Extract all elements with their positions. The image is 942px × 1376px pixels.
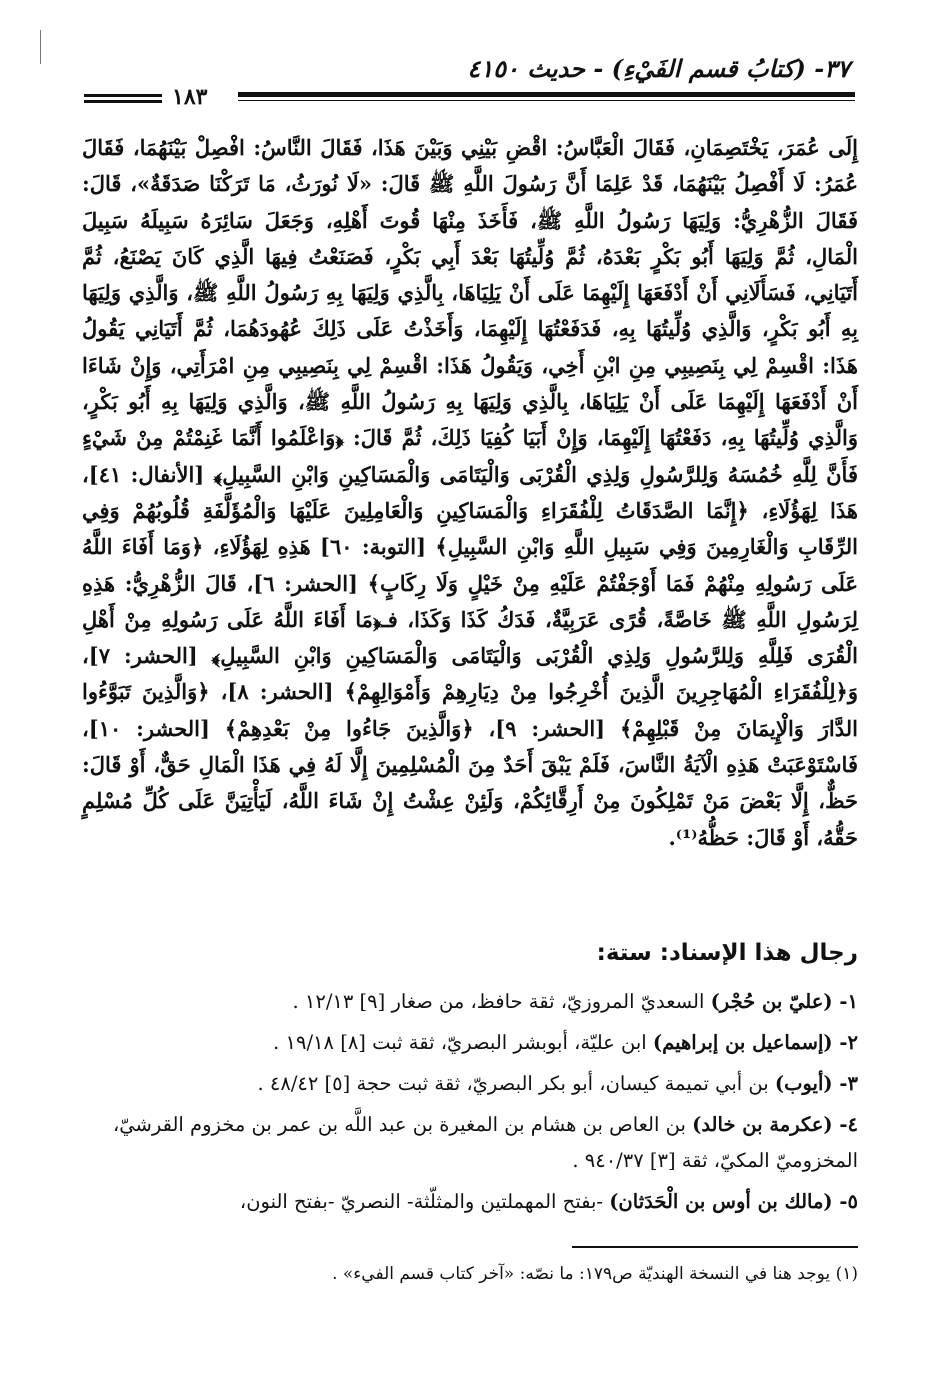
narrator-item xyxy=(82,1066,858,1102)
narrator-item xyxy=(82,1025,858,1061)
narrator-item xyxy=(82,984,858,1020)
header-rule-thick xyxy=(238,92,855,97)
footnote: (١) يوجد هنا في النسخة الهنديّة ص١٧٩: ما نصّه: «آخر كتاب قسم الفيء» . xyxy=(332,1264,858,1284)
hadith-paragraph: إِلَى عُمَرَ، يَخْتَصِمَانِ، فَقَالَ الْعَبَّاسُ: اقْضِ بَيْنِي وَبَيْنَ هَذَا، فَقَالَ النَّاسُ: افْصِلْ بَيْنَهُمَا، فَقَالَ عُمَرُ: لَا أَفْصِلُ بَيْنَهُمَا، قَدْ عَلِمَا أَنَّ رَسُولَ اللَّهِ ﷺ قَالَ: «لَا نُورَثُ، مَا تَرَكْنَا صَدَقَةٌ»، قَالَ: فَقَالَ الزُّهْرِيُّ: وَلِيَهَا رَسُولُ اللَّهِ ﷺ، فَأَخَذَ مِنْهَا قُوتَ أَهْلِهِ، وَجَعَلَ سَائِرَهُ سَبِيلَهُ سَبِيلَ الْمَالِ، ثُمَّ وَلِيَهَا أَبُو بَكْرٍ بَعْدَهُ، ثُمَّ وُلِّيتُهَا بَعْدَ أَبِي بَكْرٍ، فَصَنَعْتُ فِيهَا الَّذِي كَانَ يَصْنَعُ، ثُمَّ أَتَيَانِي، فَسَأَلَانِي أَنْ أَدْفَعَهَا إِلَيْهِمَا عَلَى أَنْ يَلِيَاهَا، بِالَّذِي وَلِيَهَا بِهِ رَسُولُ اللَّهِ ﷺ، وَالَّذِي وَلِيَهَا بِهِ أَبُو بَكْرٍ، وَالَّذِي وُلِّيتُهَا بِهِ، فَدَفَعْتُهَا إِلَيْهِمَا، وَأَخَذْتُ عَلَى ذَلِكَ عُهُودَهُمَا، ثُمَّ أَتَيَانِي يَقُولُ هَذَا: اقْسِمْ لِي بِنَصِيبِي مِنِ ابْنِ أَخِي، وَيَقُولُ هَذَا: اقْسِمْ لِي بِنَصِيبِي مِنِ امْرَأَتِي، وَإِنْ شَاءَا أَنْ أَدْفَعَهَا إِلَيْهِمَا عَلَى أَنْ يَلِيَاهَا، بِالَّذِي وَلِيَهَا بِهِ رَسُولُ اللَّهِ ﷺ، وَالَّذِي وَلِيَهَا بِهِ أَبُو بَكْرٍ، وَالَّذِي وُلِّيتُهَا بِهِ، دَفَعْتُهَا إِلَيْهِمَا، وَإِنْ أَبَيَا كُفِيَا ذَلِكَ، ثُمَّ قَالَ: ﴿وَاعْلَمُوا أَنَّمَا غَنِمْتُمْ مِنْ شَيْءٍ فَأَنَّ لِلَّهِ خُمُسَهُ وَلِلرَّسُولِ وَلِذِي الْقُرْبَى وَالْيَتَامَى وَالْمَسَاكِينِ وَابْنِ السَّبِيلِ﴾ [الأنفال: ٤١]، هَذَا لِهَؤُلَاءِ، ﴿إِنَّمَا الصَّدَقَاتُ لِلْفُقَرَاءِ وَالْمَسَاكِينِ وَالْعَامِلِينَ عَلَيْهَا وَالْمُؤَلَّفَةِ قُلُوبُهُمْ وَفِي الرِّقَابِ وَالْغَارِمِينَ وَفِي سَبِيلِ اللَّهِ وَابْنِ السَّبِيلِ﴾ [التوبة: ٦٠] هَذِهِ لِهَؤُلَاءِ، ﴿وَمَا أَفَاءَ اللَّهُ عَلَى رَسُولِهِ مِنْهُمْ فَمَا أَوْجَفْتُمْ عَلَيْهِ مِنْ خَيْلٍ وَلَا رِكَابٍ﴾ [الحشر: ٦]، قَالَ الزُّهْرِيُّ: هَذِهِ لِرَسُولِ اللَّهِ ﷺ خَاصَّةً، قُرًى عَرَبِيَّةٌ، فَدَكُ كَذَا وَكَذَا، فـ﴿مَا أَفَاءَ اللَّهُ عَلَى رَسُولِهِ مِنْ أَهْلِ الْقُرَى فَلِلَّهِ وَلِلرَّسُولِ وَلِذِي الْقُرْبَى وَالْيَتَامَى وَالْمَسَاكِينِ وَابْنِ السَّبِيلِ﴾ [الحشر: ٧]، وَ﴿لِلْفُقَرَاءِ الْمُهَاجِرِينَ الَّذِينَ أُخْرِجُوا مِنْ دِيَارِهِمْ وَأَمْوَالِهِمْ﴾ [الحشر: ٨]، ﴿وَالَّذِينَ تَبَوَّءُوا الدَّارَ وَالْإِيمَانَ مِنْ قَبْلِهِمْ﴾ [الحشر: ٩]، ﴿وَالَّذِينَ جَاءُوا مِنْ بَعْدِهِمْ﴾ [الحشر: ١٠]، فَاسْتَوْعَبَتْ هَذِهِ الْآيَةُ النَّاسَ، فَلَمْ يَبْقَ أَحَدٌ مِنَ الْمُسْلِمِينَ إِلَّا لَهُ فِي هَذَا الْمَالِ حَقٌّ، أَوْ قَالَ: حَظٌّ، إِلَّا بَعْضَ مَنْ تَمْلِكُونَ مِنْ أَرِقَّائِكُمْ، وَلَئِنْ عِشْتُ إِنْ شَاءَ اللَّهُ، لَيَأْتِيَنَّ عَلَى كُلِّ مُسْلِمٍ حَقُّهُ، أَوْ قَالَ: حَظُّهُ⁽¹⁾. xyxy=(82,135,858,850)
narrator-name: ٤- (عكرمة بن خالد) xyxy=(692,1113,858,1136)
narrator-item xyxy=(82,1107,858,1179)
section-heading: رجال هذا الإسناد: ستة: xyxy=(596,940,858,966)
page-number-rule-top xyxy=(84,94,162,97)
narrator-details: بن أبي تميمة كيسان، أبو بكر البصريّ، ثقة ثبت حجة [٥] ٤٨/٤٢ . xyxy=(257,1072,775,1095)
narrator-name: ٣- (أيوب) xyxy=(774,1072,858,1095)
margin-mark xyxy=(40,30,41,64)
page-number-rule-bottom xyxy=(84,100,162,103)
narrator-details: بن العاص بن هشام بن المغيرة بن عبد اللَّه بن عمر بن مخزوم القرشيّ، المخزوميّ المكيّ، ثقة [٣] ٩٤٠/٣٧ . xyxy=(112,1113,858,1172)
running-header-title: ٣٧- (كتابُ قسم الفَيْءِ) - حديث ٤١٥٠ xyxy=(467,54,850,83)
narrator-name: ٢- (إسماعيل بن إبراهيم) xyxy=(652,1031,858,1054)
header-rule-thin xyxy=(238,100,855,101)
page-number: ١٨٣ xyxy=(172,84,208,110)
narrator-name: ٥- (مالك بن أوس بن الْحَدَثان) xyxy=(609,1190,858,1213)
hadith-text xyxy=(82,130,858,856)
narrator-item xyxy=(82,1184,858,1220)
narrator-details: -بفتح المهملتين والمثلّثة- النصريّ -بفتح النون، xyxy=(239,1190,610,1213)
narrator-list xyxy=(82,984,858,1225)
narrator-name: ١- (عليّ بن حُجْر) xyxy=(710,990,858,1013)
narrator-details: ابن عليّة، أبوبشر البصريّ، ثقة ثبت [٨] ١٩/١٨ . xyxy=(273,1031,653,1054)
footnote-separator xyxy=(572,1246,858,1248)
narrator-details: السعديّ المروزيّ، ثقة حافظ، من صغار [٩] ١٢/١٣ . xyxy=(292,990,711,1013)
